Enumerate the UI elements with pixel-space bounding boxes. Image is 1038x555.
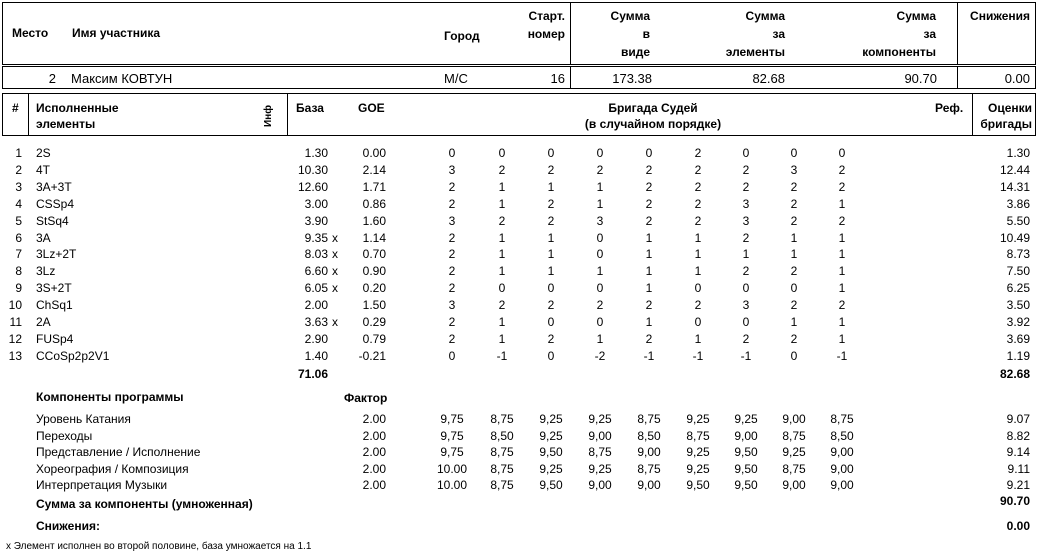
element-base: 6.05 [304, 281, 328, 296]
col-goe: GOE [358, 101, 385, 115]
athlete-deductions: 0.00 [1004, 71, 1030, 86]
component-score: 8.82 [1006, 428, 1030, 443]
judge-score: 2 [742, 230, 750, 245]
judge-score: 2 [645, 162, 653, 177]
element-code: 3Lz+2T [36, 247, 77, 262]
component-judge-score: 9,75 [440, 428, 464, 443]
component-judge-score: 8,75 [490, 461, 514, 476]
element-base: 10.30 [297, 162, 328, 177]
element-num: 1 [15, 146, 22, 160]
component-judge-score: 9,00 [782, 478, 806, 493]
judge-score: 0 [547, 281, 555, 296]
component-score: 9.21 [1006, 478, 1030, 493]
judge-score: 2 [448, 264, 456, 279]
judge-score: 1 [742, 247, 750, 262]
component-judge-score: 8,75 [686, 428, 710, 443]
judge-score: 1 [596, 196, 604, 211]
judge-score: 2 [790, 331, 798, 346]
judge-score: 2 [790, 298, 798, 313]
judge-score: 1 [498, 179, 506, 194]
element-code: CCoSp2p2V1 [36, 348, 110, 363]
component-judge-score: 10.00 [436, 478, 468, 493]
header-place: Место [12, 26, 49, 40]
component-judge-score: 9,50 [686, 478, 710, 493]
judge-score: 2 [547, 298, 555, 313]
header-total-2: в [642, 27, 650, 41]
judge-score: 2 [498, 162, 506, 177]
component-score: 9.07 [1006, 412, 1030, 426]
component-judge-score: 8,75 [490, 412, 514, 426]
component-judge-score: 8,75 [490, 445, 514, 460]
element-base: 1.40 [304, 348, 328, 363]
element-base: 8.03 [304, 247, 328, 262]
judge-score: 3 [742, 298, 750, 313]
components-sum: 90.70 [999, 494, 1030, 508]
element-base: 2.90 [304, 331, 328, 346]
judge-score: 2 [448, 196, 456, 211]
judge-score: 1 [694, 264, 702, 279]
judge-score: 1 [498, 264, 506, 279]
component-judge-score: 8,75 [637, 461, 661, 476]
judge-score: 2 [838, 213, 846, 228]
col-ref: Реф. [935, 101, 964, 115]
judge-score: 2 [596, 162, 604, 177]
component-judge-score: 8,50 [637, 428, 661, 443]
athlete-total: 173.38 [612, 71, 652, 86]
element-score: 10.49 [999, 230, 1030, 245]
component-judge-score: 8,75 [782, 428, 806, 443]
element-num: 13 [8, 348, 22, 363]
component-score: 9.14 [1006, 445, 1030, 460]
component-judge-score: 9,00 [734, 428, 758, 443]
component-factor: 2.00 [362, 478, 386, 493]
header-start-1: Старт. [528, 9, 565, 23]
judge-score: 1 [498, 247, 506, 262]
header-elements-1: Сумма [745, 9, 785, 23]
judge-score: 0 [547, 348, 555, 363]
judge-score: 1 [645, 230, 653, 245]
header-name: Имя участника [72, 26, 161, 40]
judge-score: 0 [596, 230, 604, 245]
component-factor: 2.00 [362, 445, 386, 460]
element-score: 3.92 [1006, 315, 1030, 329]
element-score: 3.69 [1006, 331, 1030, 346]
elements-header [2, 93, 1036, 136]
element-num: 4 [15, 196, 22, 211]
element-score: 8.73 [1006, 247, 1030, 262]
judge-score: 0 [645, 146, 653, 160]
judge-score: 2 [448, 281, 456, 296]
divider [570, 66, 571, 89]
judge-score: 0 [498, 281, 506, 296]
judge-score: 1 [838, 264, 846, 279]
col-exec-1: Исполненные [36, 101, 119, 115]
judge-score: 0 [596, 146, 604, 160]
judge-score: 1 [838, 315, 846, 329]
athlete-start: 16 [550, 71, 565, 86]
header-components-3: компоненты [862, 45, 936, 59]
element-num: 5 [15, 213, 22, 228]
element-code: 3A+3T [36, 179, 72, 194]
component-name: Хореография / Композиция [36, 461, 189, 476]
divider [570, 2, 571, 65]
element-goe: 1.14 [362, 230, 386, 245]
judge-score: 2 [790, 196, 798, 211]
element-code: CSSp4 [36, 196, 75, 211]
header-elements-3: элементы [725, 45, 785, 59]
judge-score: 1 [547, 179, 555, 194]
judge-score: 3 [742, 213, 750, 228]
component-judge-score: 9,25 [686, 461, 710, 476]
judge-score: 2 [742, 179, 750, 194]
component-factor: 2.00 [362, 412, 386, 426]
component-score: 9.11 [1007, 461, 1030, 476]
judge-score: 0 [448, 146, 456, 160]
athlete-components: 90.70 [904, 71, 937, 86]
element-score: 1.19 [1006, 348, 1030, 363]
header-components-2: за [923, 27, 936, 41]
judge-score: 2 [838, 298, 846, 313]
element-score: 3.86 [1006, 196, 1030, 211]
col-panel-2: (в случайном порядке) [584, 117, 722, 131]
component-judge-score: 9,00 [830, 445, 854, 460]
judge-score: 1 [645, 315, 653, 329]
component-name: Уровень Катания [36, 412, 131, 426]
judge-score: 2 [694, 196, 702, 211]
judge-score: 2 [838, 162, 846, 177]
col-panel-1: Бригада Судей [608, 101, 698, 115]
element-base: 9.35 [304, 230, 328, 245]
element-goe: 1.50 [362, 298, 386, 313]
element-code: 2S [36, 146, 51, 160]
element-num: 10 [8, 298, 22, 313]
judge-score: 2 [448, 315, 456, 329]
element-code: StSq4 [36, 213, 69, 228]
judge-score: 1 [838, 331, 846, 346]
judge-score: 1 [645, 281, 653, 296]
component-judge-score: 9,50 [539, 478, 563, 493]
judge-score: 2 [694, 213, 702, 228]
element-goe: 2.14 [362, 162, 386, 177]
athlete-city: М/С [444, 71, 468, 86]
components-title: Компоненты программы [36, 390, 184, 404]
factor-label: Фактор [344, 391, 388, 405]
judge-score: 1 [645, 264, 653, 279]
element-goe: 0.90 [362, 264, 386, 279]
judge-score: 0 [790, 281, 798, 296]
component-judge-score: 8,75 [830, 412, 854, 426]
judge-score: 2 [694, 146, 702, 160]
element-goe: 0.79 [362, 331, 386, 346]
judge-score: 1 [790, 230, 798, 245]
judge-score: 2 [790, 179, 798, 194]
element-num: 7 [15, 247, 22, 262]
footnote: x Элемент исполнен во второй половине, база умножается на 1.1 [6, 541, 312, 552]
judge-score: 2 [742, 331, 750, 346]
component-judge-score: 9,25 [686, 445, 710, 460]
judge-score: 0 [596, 315, 604, 329]
component-judge-score: 9,25 [588, 461, 612, 476]
component-judge-score: 9,00 [588, 478, 612, 493]
component-judge-score: 9,50 [734, 461, 758, 476]
element-goe: 1.60 [362, 213, 386, 228]
judge-score: 2 [596, 298, 604, 313]
judge-score: 0 [742, 315, 750, 329]
judge-score: 0 [790, 146, 798, 160]
element-goe: 0.70 [362, 247, 386, 262]
judge-score: 1 [838, 196, 846, 211]
element-base: 3.90 [304, 213, 328, 228]
judge-score: -1 [836, 348, 848, 363]
component-name: Переходы [36, 428, 93, 443]
judge-score: 0 [694, 281, 702, 296]
judge-score: 2 [645, 213, 653, 228]
judge-score: 2 [448, 247, 456, 262]
judge-score: -2 [594, 348, 606, 363]
element-goe: 0.86 [362, 196, 386, 211]
judge-score: 1 [838, 281, 846, 296]
judge-score: 2 [838, 179, 846, 194]
judge-score: 1 [838, 247, 846, 262]
component-judge-score: 9,00 [637, 445, 661, 460]
element-base: 2.00 [304, 298, 328, 313]
col-exec-2: элементы [36, 117, 96, 131]
component-judge-score: 9,25 [734, 412, 758, 426]
header-total-1: Сумма [610, 9, 650, 23]
element-score: 1.30 [1006, 146, 1030, 160]
element-score: 3.50 [1006, 298, 1030, 313]
deductions-value: 0.00 [1006, 519, 1030, 533]
element-code: 2A [36, 315, 51, 329]
judge-score: 0 [547, 315, 555, 329]
element-code: 3A [36, 230, 51, 245]
col-info: Инф [263, 105, 274, 127]
component-factor: 2.00 [362, 428, 386, 443]
judge-score: -1 [740, 348, 752, 363]
component-judge-score: 9,50 [734, 478, 758, 493]
component-judge-score: 9,50 [539, 445, 563, 460]
judge-score: 2 [547, 196, 555, 211]
element-goe: 0.00 [362, 146, 386, 160]
base-total: 71.06 [297, 367, 328, 381]
judge-score: 3 [790, 162, 798, 177]
judge-score: 0 [448, 348, 456, 363]
component-judge-score: 8,75 [782, 461, 806, 476]
judge-score: 1 [547, 264, 555, 279]
judge-score: 1 [790, 247, 798, 262]
judge-score: 1 [498, 315, 506, 329]
element-score: 7.50 [1006, 264, 1030, 279]
judge-score: 2 [742, 264, 750, 279]
judge-score: 2 [448, 230, 456, 245]
judge-score: 2 [547, 162, 555, 177]
athlete-name: Максим КОВТУН [71, 71, 173, 86]
col-score-2: бригады [980, 117, 1032, 131]
element-bonus-mark: x [332, 230, 338, 245]
col-num: # [12, 101, 19, 115]
judge-score: 2 [645, 179, 653, 194]
element-bonus-mark: x [332, 315, 338, 329]
judge-score: 0 [742, 146, 750, 160]
judge-score: 3 [742, 196, 750, 211]
element-score: 6.25 [1006, 281, 1030, 296]
component-judge-score: 9,00 [830, 461, 854, 476]
element-code: 3S+2T [36, 281, 72, 296]
header-city: Город [444, 29, 480, 43]
element-bonus-mark: x [332, 247, 338, 262]
element-num: 12 [8, 331, 22, 346]
judge-score: 1 [838, 230, 846, 245]
judge-score: -1 [496, 348, 508, 363]
judge-score: 1 [596, 331, 604, 346]
judge-score: 2 [448, 331, 456, 346]
header-deductions: Снижения [970, 9, 1030, 23]
component-judge-score: 9,00 [782, 412, 806, 426]
judge-score: 2 [790, 213, 798, 228]
judge-score: 2 [790, 264, 798, 279]
element-num: 8 [15, 264, 22, 279]
judge-score: 1 [498, 230, 506, 245]
judge-score: 0 [694, 315, 702, 329]
component-judge-score: 8,75 [637, 412, 661, 426]
judge-score: 1 [694, 331, 702, 346]
judge-score: -1 [692, 348, 704, 363]
component-judge-score: 9,25 [539, 412, 563, 426]
components-sum-label: Сумма за компоненты (умноженная) [36, 497, 253, 511]
judge-score: 2 [645, 331, 653, 346]
judge-score: 2 [645, 298, 653, 313]
judge-score: 1 [596, 179, 604, 194]
component-judge-score: 9,25 [539, 428, 563, 443]
element-base: 3.63 [304, 315, 328, 329]
judge-score: 1 [596, 264, 604, 279]
header-components-1: Сумма [896, 9, 936, 23]
component-judge-score: 8,75 [588, 445, 612, 460]
element-base: 1.30 [304, 146, 328, 160]
judge-score: 1 [645, 247, 653, 262]
judge-score: 1 [694, 230, 702, 245]
judge-score: 0 [790, 348, 798, 363]
header-elements-2: за [772, 27, 785, 41]
element-code: FUSp4 [36, 331, 74, 346]
component-judge-score: 9,75 [440, 445, 464, 460]
judge-score: 2 [547, 213, 555, 228]
element-bonus-mark: x [332, 264, 338, 279]
element-score: 14.31 [999, 179, 1030, 194]
judge-score: 0 [742, 281, 750, 296]
judge-score: 3 [448, 162, 456, 177]
judge-score: 2 [448, 179, 456, 194]
col-base: База [296, 101, 324, 115]
element-bonus-mark: x [332, 281, 338, 296]
col-score-1: Оценки [987, 101, 1032, 115]
element-base: 6.60 [304, 264, 328, 279]
judge-score: 1 [694, 247, 702, 262]
component-judge-score: 9,75 [440, 412, 464, 426]
element-base: 12.60 [297, 179, 328, 194]
element-score: 12.44 [999, 162, 1030, 177]
element-num: 3 [15, 179, 22, 194]
judge-score: 2 [694, 179, 702, 194]
athlete-elements: 82.68 [752, 71, 785, 86]
judge-score: -1 [643, 348, 655, 363]
element-num: 6 [15, 230, 22, 245]
component-factor: 2.00 [362, 461, 386, 476]
judge-score: 2 [694, 298, 702, 313]
component-judge-score: 9,25 [539, 461, 563, 476]
component-judge-score: 8,50 [830, 428, 854, 443]
divider [287, 93, 288, 136]
element-base: 3.00 [304, 196, 328, 211]
component-judge-score: 9,50 [734, 445, 758, 460]
athlete-place: 2 [48, 71, 56, 86]
component-judge-score: 10.00 [436, 461, 468, 476]
judge-score: 2 [547, 331, 555, 346]
element-num: 9 [15, 281, 22, 296]
deductions-label: Снижения: [36, 519, 100, 533]
component-judge-score: 9,00 [588, 428, 612, 443]
judge-score: 0 [838, 146, 846, 160]
judge-score: 3 [448, 213, 456, 228]
component-judge-score: 8,50 [490, 428, 514, 443]
judge-score: 0 [596, 247, 604, 262]
elements-total: 82.68 [999, 367, 1030, 381]
element-code: ChSq1 [36, 298, 73, 313]
element-goe: 0.29 [362, 315, 386, 329]
judge-score: 2 [498, 213, 506, 228]
judge-score: 3 [448, 298, 456, 313]
element-num: 2 [15, 162, 22, 177]
judge-score: 1 [498, 196, 506, 211]
judge-score: 2 [645, 196, 653, 211]
element-goe: -0.21 [358, 348, 386, 363]
judge-score: 0 [498, 146, 506, 160]
component-name: Интерпретация Музыки [36, 478, 168, 493]
judge-score: 2 [694, 162, 702, 177]
element-score: 5.50 [1006, 213, 1030, 228]
component-judge-score: 9,00 [830, 478, 854, 493]
component-judge-score: 9,25 [588, 412, 612, 426]
header-total-3: виде [620, 45, 650, 59]
header-start-2: номер [527, 27, 565, 41]
component-judge-score: 8,75 [490, 478, 514, 493]
judge-score: 1 [547, 230, 555, 245]
element-goe: 0.20 [362, 281, 386, 296]
judge-score: 2 [498, 298, 506, 313]
component-name: Представление / Исполнение [36, 445, 201, 460]
element-goe: 1.71 [362, 179, 386, 194]
element-num: 11 [9, 315, 22, 329]
component-judge-score: 9,00 [637, 478, 661, 493]
judge-score: 2 [742, 162, 750, 177]
judge-score: 3 [596, 213, 604, 228]
judge-score: 1 [498, 331, 506, 346]
component-judge-score: 9,25 [782, 445, 806, 460]
judge-score: 0 [547, 146, 555, 160]
element-code: 4T [36, 162, 51, 177]
divider [28, 93, 29, 136]
judge-score: 1 [547, 247, 555, 262]
component-judge-score: 9,25 [686, 412, 710, 426]
element-code: 3Lz [36, 264, 56, 279]
judge-score: 1 [790, 315, 798, 329]
judge-score: 0 [596, 281, 604, 296]
